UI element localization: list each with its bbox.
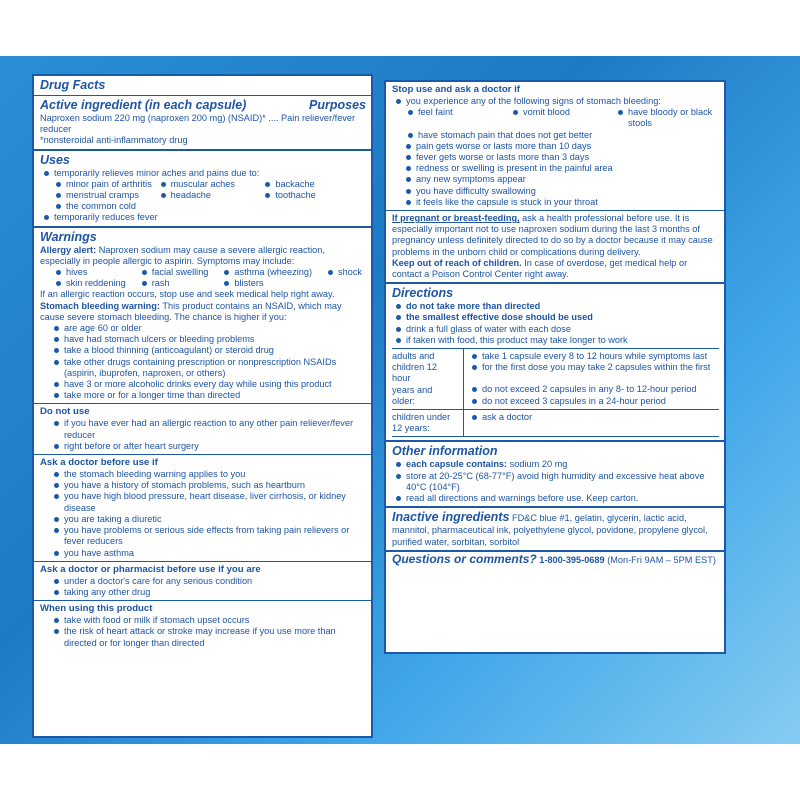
list-item: for the first dose you may take 2 capsules within the first <box>468 362 719 373</box>
pregnancy-warning <box>392 213 719 258</box>
keep-out-text: In case of overdose, get medical help or contact a Poison Control Center right away. <box>392 257 688 280</box>
list-item: you have high blood pressure, heart disease, liver cirrhosis, or kidney disease <box>50 491 366 513</box>
drug-facts-left-panel <box>32 74 373 738</box>
allergy-label: Allergy alert: <box>40 244 97 255</box>
list-item: you are taking a diuretic <box>50 514 366 525</box>
list-item: drink a full glass of water with each dose <box>392 324 719 335</box>
pregnancy-text: ask a health professional before use. It is especially important not to use naproxen sodium during the last 3 months of pregnancy unless definitely directed to do so by a doctor because it may cause problems in the unborn child or complications during delivery. <box>392 213 713 257</box>
keep-out-label: Keep out of reach of children. <box>392 257 522 268</box>
list-item: have 3 or more alcoholic drinks every day while using this product <box>50 379 366 390</box>
questions-title: Questions or comments? <box>392 551 537 566</box>
adult-label-cell <box>392 349 464 409</box>
other-info-title: Other information <box>392 444 498 459</box>
list-item: right before or after heart surgery <box>50 441 366 452</box>
list-item: any new symptoms appear <box>402 174 719 185</box>
list-item: the stomach bleeding warning applies to you <box>50 469 366 480</box>
list-item: ask a doctor <box>468 412 719 423</box>
adult-label-line: years and <box>392 384 433 395</box>
nsaid-note: *nonsteroidal anti-inflammatory drug <box>40 135 188 146</box>
questions-section <box>386 550 724 568</box>
list-item: you have asthma <box>50 548 366 559</box>
warnings-title: Warnings <box>40 229 97 244</box>
list-item: the smallest effective dose should be used <box>392 312 719 323</box>
adult-label-line: children 12 <box>392 362 437 373</box>
adult-label-line: hour <box>392 373 411 384</box>
inactive-ingredients <box>392 510 719 547</box>
when-using-section <box>34 600 371 651</box>
list-item: it feels like the capsule is stuck in your throat <box>402 197 719 208</box>
list-item: menstrual cramps <box>52 190 157 201</box>
list-item: asthma (wheezing) <box>220 267 316 278</box>
list-item: do not exceed 3 capsules in a 24-hour period <box>468 396 719 407</box>
adult-label-line: adults and <box>392 351 435 362</box>
list-item: pain gets worse or lasts more than 10 days <box>402 141 719 152</box>
child-label-cell: children under 12 years: <box>392 409 464 436</box>
stop-use-section <box>386 82 724 210</box>
stop-use-title: Stop use and ask a doctor if <box>392 84 520 95</box>
list-item: taking any other drug <box>50 587 366 598</box>
stop-sign-last: have stomach pain that does not get better <box>404 130 719 141</box>
stomach-text: This product contains an NSAID, which may cause severe stomach bleeding. The chance is higher if you: <box>40 300 342 322</box>
list-item: take 1 capsule every 8 to 12 hours while symptoms last <box>468 351 719 362</box>
list-item: headache <box>157 190 262 201</box>
do-not-use-title: Do not use <box>40 406 90 418</box>
list-item: do not take more than directed <box>392 301 719 312</box>
list-item: you have problems or serious side effects from taking pain relievers or fever reducers <box>50 525 366 547</box>
list-item: backache <box>261 179 366 190</box>
directions-section <box>386 282 724 440</box>
list-item: have had stomach ulcers or bleeding problems <box>50 334 366 345</box>
drug-facts-title: Drug Facts <box>40 78 106 92</box>
list-item: take other drugs containing prescription or nonprescription NSAIDs (aspirin, ibuprofen, naproxen, or others) <box>50 357 366 379</box>
uses-fever: temporarily reduces fever <box>40 212 366 223</box>
list-item: blisters <box>220 278 316 289</box>
other-info-section <box>386 440 724 506</box>
questions-line <box>392 551 719 566</box>
list-item: minor pain of arthritis <box>52 179 157 190</box>
directions-title: Directions <box>392 286 454 301</box>
pregnancy-section <box>386 210 724 282</box>
allergy-text: Naproxen sodium may cause a severe allergic reaction, especially in people allergic to aspirin. Symptoms may include: <box>40 244 325 266</box>
list-item: do not exceed 2 capsules in any 8- to 12-hour period <box>468 384 719 395</box>
ask-doctor-title: Ask a doctor before use if <box>40 457 158 469</box>
allergy-after: If an allergic reaction occurs, stop use and seek medical help right away. <box>40 289 335 300</box>
adult-label-line: older: <box>392 395 415 406</box>
list-item: hives <box>52 267 130 278</box>
list-item: facial swelling <box>138 267 213 278</box>
pregnancy-label: If pregnant or breast-feeding, <box>392 213 520 224</box>
list-item: the risk of heart attack or stroke may increase if you use more than directed or for longer than directed <box>50 626 366 648</box>
list-item: store at 20-25°C (68-77°F) avoid high humidity and excessive heat above 40°C (104°F) <box>392 471 719 493</box>
ask-pharmacist-title: Ask a doctor or pharmacist before use if you are <box>40 563 261 575</box>
child-dosage-cell <box>464 409 719 436</box>
list-item: take a blood thinning (anticoagulant) or steroid drug <box>50 345 366 356</box>
list-item: have bloody or black stools <box>614 107 719 129</box>
sodium-value: sodium 20 mg <box>507 459 568 470</box>
drug-facts-right-panel <box>384 80 726 654</box>
list-item: muscular aches <box>157 179 262 190</box>
allergy-alert <box>40 245 366 267</box>
list-item: toothache <box>261 190 366 201</box>
inactive-title: Inactive ingredients <box>392 510 510 525</box>
list-item: take more or for a longer time than directed <box>50 390 366 401</box>
warnings-section <box>34 226 371 404</box>
drug-facts-header <box>34 76 371 95</box>
inactive-text: FD&C blue #1, gelatin, glycerin, lactic acid, mannitol, pharmaceutical ink, polyethylene glycol, povidone, propylene glycol, purified water, sorbitan, sorbitol <box>392 513 708 547</box>
stomach-items <box>40 323 366 401</box>
active-ingredient-line: Naproxen sodium 220 mg (naproxen 200 mg) (NSAID)* .... Pain reliever/fever reducer <box>40 113 356 135</box>
uses-title: Uses <box>40 152 70 167</box>
ask-doctor-section <box>34 454 371 561</box>
stop-signs-grid <box>392 107 719 129</box>
active-ingredient-section <box>34 95 371 149</box>
list-item: the common cold <box>52 201 157 212</box>
keep-out-warning <box>392 258 719 280</box>
list-item: under a doctor's care for any serious condition <box>50 576 366 587</box>
stomach-label: Stomach bleeding warning: <box>40 300 160 311</box>
active-ingredient-heading: Active ingredient (in each capsule) <box>40 98 247 112</box>
dosage-table <box>392 348 719 437</box>
list-item: shock <box>324 267 366 278</box>
list-item: read all directions and warnings before use. Keep carton. <box>392 493 719 504</box>
ask-pharmacist-section <box>34 561 371 600</box>
do-not-use-section <box>34 403 371 454</box>
adult-dosage-cell <box>464 349 719 409</box>
list-item: rash <box>138 278 213 289</box>
list-item: vomit blood <box>509 107 614 129</box>
questions-phone: 1-800-395-0689 <box>536 554 605 565</box>
list-item: skin reddening <box>52 278 130 289</box>
questions-hours: (Mon-Fri 9AM – 5PM EST) <box>604 554 716 565</box>
list-item: fever gets worse or lasts more than 3 days <box>402 152 719 163</box>
allergy-items-grid <box>40 267 366 289</box>
list-item: you have a history of stomach problems, such as heartburn <box>50 480 366 491</box>
list-item: are age 60 or older <box>50 323 366 334</box>
uses-section <box>34 149 371 226</box>
list-item: feel faint <box>404 107 509 129</box>
inactive-section <box>386 506 724 549</box>
stop-intro: you experience any of the following signs of stomach bleeding: <box>392 96 719 107</box>
uses-items-grid <box>40 179 366 213</box>
stomach-warning <box>40 301 366 323</box>
list-item: if you have ever had an allergic reaction to any other pain reliever/fever reducer <box>50 418 366 440</box>
list-item: if taken with food, this product may take longer to work <box>392 335 719 346</box>
uses-intro: temporarily relieves minor aches and pains due to: <box>40 168 366 179</box>
list-item: you have difficulty swallowing <box>402 186 719 197</box>
list-item <box>392 459 719 470</box>
list-item: redness or swelling is present in the painful area <box>402 163 719 174</box>
list-item: take with food or milk if stomach upset occurs <box>50 615 366 626</box>
when-using-title: When using this product <box>40 603 153 615</box>
purposes-heading: Purposes <box>309 98 366 112</box>
sodium-label: each capsule contains: <box>406 459 508 470</box>
